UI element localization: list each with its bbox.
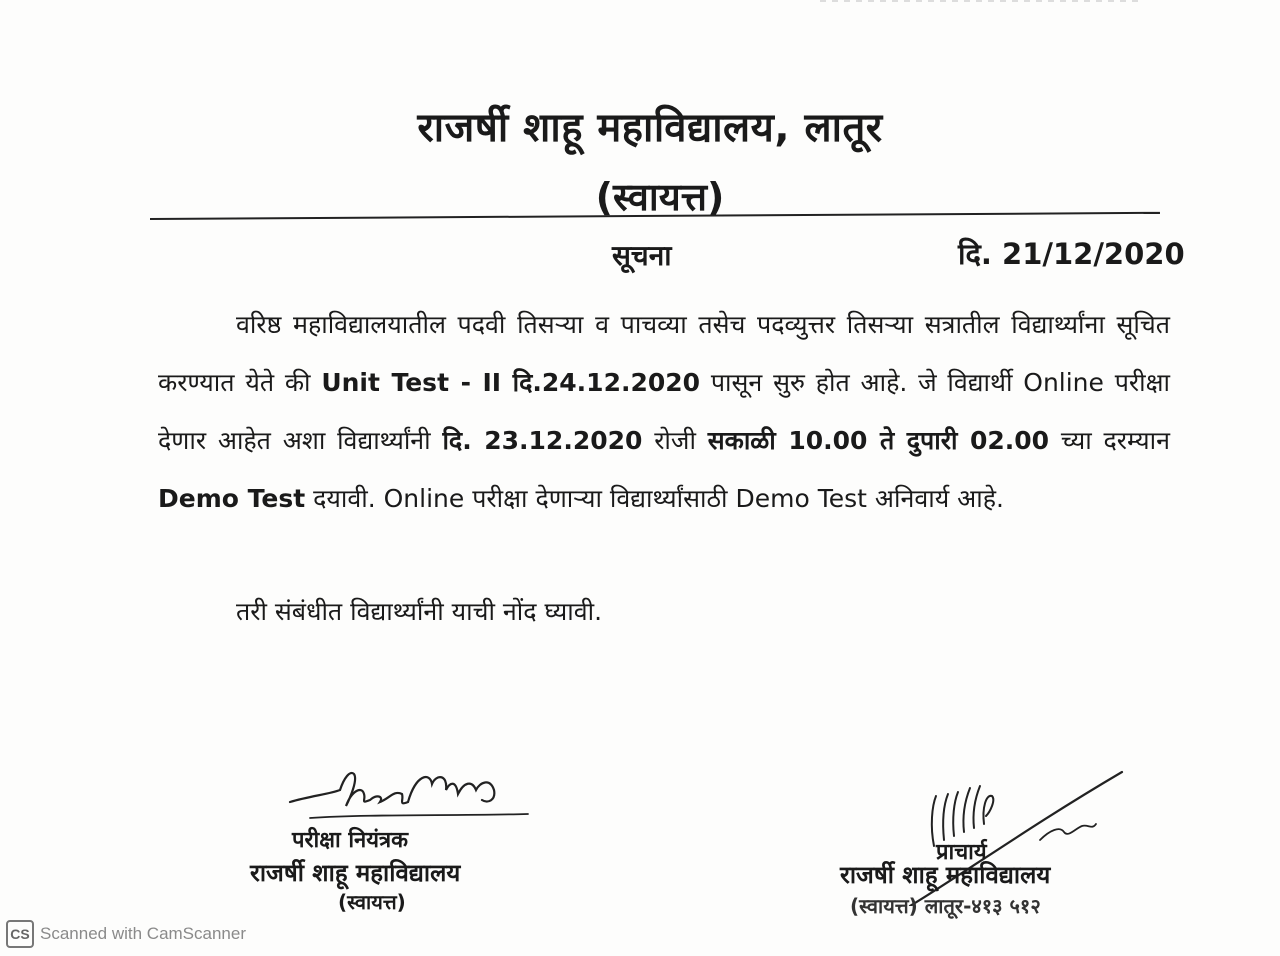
exam-controller-signature-block	[250, 760, 550, 920]
body-bold-segment: Unit Test - II दि.24.12.2020	[321, 368, 701, 397]
notice-date: दि. 21/12/2020	[958, 237, 1185, 271]
exam-controller-sub: (स्वायत्त)	[338, 890, 406, 914]
notice-body	[158, 296, 1170, 528]
notice-heading: सूचना	[612, 239, 672, 272]
body-bold-segment: सकाळी 10.00 ते दुपारी 02.00	[707, 426, 1050, 455]
principal-sub: (स्वायत्त) लातूर-४१३ ५१२	[850, 894, 1041, 918]
exam-controller-title: परीक्षा नियंत्रक	[292, 828, 409, 853]
exam-controller-org: राजर्षी शाहू महाविद्यालय	[250, 859, 461, 887]
camscanner-watermark	[0, 914, 246, 954]
college-subtitle: (स्वायत्त)	[595, 175, 725, 219]
body-text-segment: दयावी. Online परीक्षा देणाऱ्या विद्यार्थ्यांसाठी Demo Test अनिवार्य आहे.	[305, 484, 1004, 513]
body-bold-segment: दि. 23.12.2020	[442, 426, 643, 455]
body-text-segment: च्या दरम्यान	[1049, 426, 1170, 455]
principal-title: प्राचार्य	[936, 840, 987, 865]
body-text-segment: वरिष्ठ महाविद्यालयातील पदवी तिसऱ्या व पाचव्या तसेच पदव्युत्तर तिसऱ्या सत्रातील विद्यार्थ्यांना सूचित करण्यात येते की	[158, 310, 1170, 397]
camscanner-text: Scanned with CamScanner	[40, 924, 247, 943]
body-bold-segment: Demo Test	[158, 484, 306, 513]
camscanner-logo-icon: CS	[6, 920, 34, 948]
closing-line: तरी संबंधीत विद्यार्थ्यांनी याची नोंद घ्यावी.	[236, 597, 603, 626]
body-text-segment: रोजी	[642, 426, 708, 455]
principal-org: राजर्षी शाहू महाविद्यालय	[840, 861, 1051, 889]
scan-smudge	[820, 0, 1140, 2]
principal-signature-block	[840, 756, 1140, 926]
college-title: राजर्षी शाहू महाविद्यालय, लातूर	[417, 105, 883, 151]
body-text-segment: पासून सुरु होत आहे. जे विद्यार्थी Online परीक्षा देणार आहेत अशा विद्यार्थ्यांनी	[158, 368, 1170, 455]
